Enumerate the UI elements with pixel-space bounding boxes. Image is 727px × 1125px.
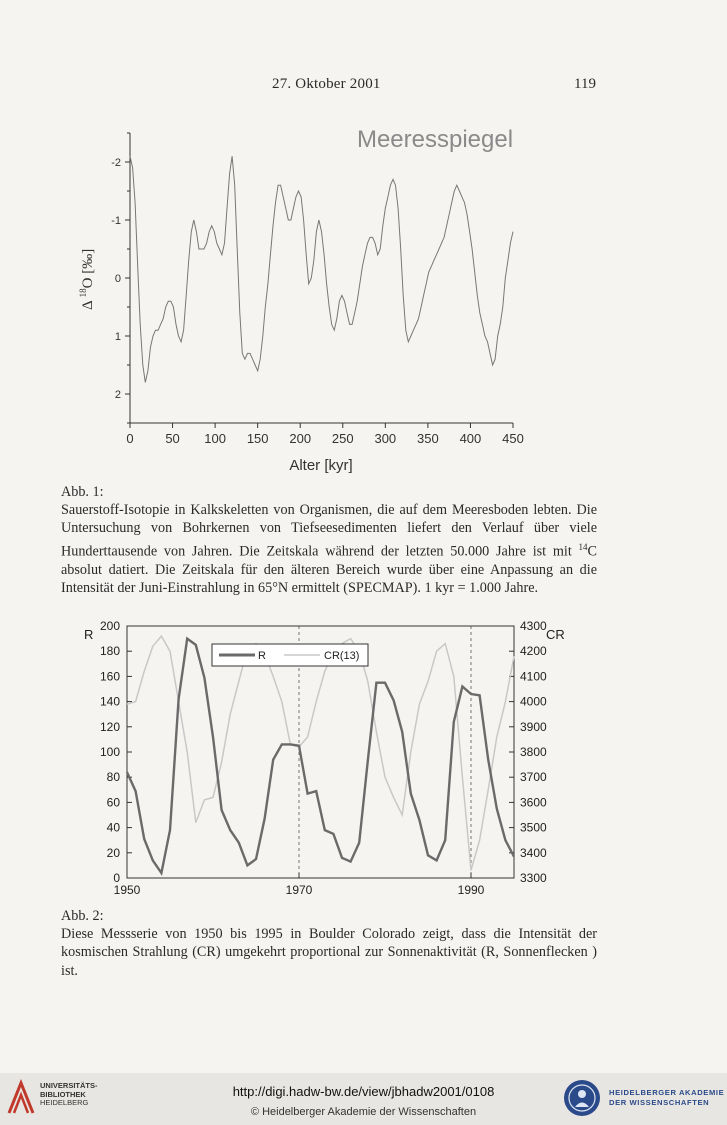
chart2-right-axis-title: CR xyxy=(546,627,565,642)
chart2-right-tick-label: 3300 xyxy=(520,871,547,885)
chart2-left-axis-title: R xyxy=(84,627,94,642)
chart1-y-tick-label: 0 xyxy=(114,273,121,285)
chart1-x-axis-label: Alter [kyr] xyxy=(289,457,353,474)
chart1-x-tick-label: 200 xyxy=(289,431,312,446)
y-label-superscript: 18 xyxy=(78,288,88,298)
library-line-2: BIBLIOTHEK xyxy=(40,1089,86,1099)
chart1-x-tick-label: 450 xyxy=(502,431,524,446)
chart1-y-axis-label xyxy=(72,230,102,340)
chart2-series-cr-line xyxy=(127,636,514,870)
chart2-right-tick-label: 3400 xyxy=(520,845,547,860)
chart2-series-r-line xyxy=(127,639,514,873)
chart1-y-tick-label: 2 xyxy=(114,389,121,401)
chart2-right-tick-label: 4100 xyxy=(520,669,547,684)
chart1-y-tick-label: 1 xyxy=(114,331,121,343)
running-header-date: 27. Oktober 2001 xyxy=(272,76,381,92)
chart2-left-tick-label: 200 xyxy=(99,619,120,633)
chart1-y-tick-label: -1 xyxy=(111,215,121,227)
chart2-x-tick-label: 1970 xyxy=(285,883,313,897)
copyright-notice: © Heidelberger Akademie der Wissenschaften xyxy=(250,1106,477,1118)
chart1-x-tick-label: 150 xyxy=(246,431,269,446)
chart1-x-tick-label: 300 xyxy=(374,431,397,446)
chart2-legend xyxy=(212,644,368,666)
legend-cr-label: CR(13) xyxy=(324,650,360,662)
svg-text:Δ18O [‰] xyxy=(78,249,96,310)
chart2-x-tick-label: 1990 xyxy=(457,883,485,897)
figure1-caption xyxy=(61,483,597,597)
library-line-1: UNIVERSITÄTS- xyxy=(40,1081,98,1090)
chart2-left-tick-label: 100 xyxy=(99,745,120,759)
chart1-series-line xyxy=(130,156,513,382)
chart2-right-tick-label: 4300 xyxy=(520,619,547,633)
figure1-caption-text-a: Sauerstoff-Isotopie in Kalkskeletten von Organismen, die auf dem Meeresboden lebten. Die Untersuchung von Bohrkernen von Tiefseesedimenten liefert den Verlauf über viele Hunderttausende von Jahren. Die Zeitskala während der letzten 50.000 Jahre ist mit xyxy=(61,502,597,560)
figure1-caption-text-b: C absolut datiert. Die Zeitskala für den älteren Bereich wurde über eine Anpassung an die Intensität der Juni-Einstrahlung in 65°N ermittelt (SPECMAP). 1 kyr = 1.000 Jahre. xyxy=(61,543,597,596)
library-line-3: HEIDELBERG xyxy=(40,1098,89,1107)
chart1-series xyxy=(130,156,513,382)
chart2-right-tick-label: 3500 xyxy=(520,820,547,835)
chart2-series xyxy=(127,636,514,873)
chart2-right-tick-label: 4000 xyxy=(520,694,547,709)
sunspot-cosmic-ray-chart xyxy=(72,614,582,904)
legend-r-label: R xyxy=(258,650,266,662)
figure2-caption-text: Diese Messserie von 1950 bis 1995 in Boulder Colorado zeigt, dass die Intensität der kosmischen Strahlung (CR) umgekehrt proportional zur Sonnenaktivität (R, Sonnenflecken ) ist. xyxy=(61,926,597,979)
chart2-right-tick-label: 3700 xyxy=(520,770,547,785)
chart2-left-tick-label: 120 xyxy=(99,719,120,734)
chart2-left-tick-label: 60 xyxy=(106,795,120,810)
chart1-y-tick-label: -2 xyxy=(111,157,121,169)
chart2-right-tick-label: 3900 xyxy=(520,719,547,734)
chart1-x-tick-label: 50 xyxy=(165,431,180,446)
chart2-left-tick-label: 140 xyxy=(99,694,120,709)
chart1-x-tick-label: 400 xyxy=(459,431,482,446)
chart2-right-tick-label: 3800 xyxy=(520,745,547,759)
chart1-x-tick-label: 0 xyxy=(126,431,134,446)
chart1-axes xyxy=(111,133,524,446)
digitization-url-link[interactable]: http://digi.hadw-bw.de/view/jbhadw2001/0108 xyxy=(232,1084,495,1099)
figure2-caption xyxy=(61,907,597,980)
chart1-x-tick-label: 250 xyxy=(331,431,354,446)
chart2-left-tick-label: 180 xyxy=(99,644,120,659)
chart1-x-tick-label: 350 xyxy=(417,431,439,446)
chart2-left-tick-label: 80 xyxy=(106,770,120,785)
sea-level-chart xyxy=(60,118,540,480)
figure2-label: Abb. 2: xyxy=(61,908,104,924)
figure1-caption-superscript: 14 xyxy=(578,541,588,552)
academy-name xyxy=(609,1088,724,1108)
chart2-left-tick-label: 20 xyxy=(106,845,120,860)
y-label-main: O [‰] xyxy=(80,248,96,289)
chart2-left-tick-label: 160 xyxy=(99,669,120,684)
academy-line-1: HEIDELBERGER AKADEMIE xyxy=(609,1088,725,1097)
figure1-label: Abb. 1: xyxy=(61,484,104,500)
chart2-x-tick-label: 1950 xyxy=(113,883,141,897)
chart2-right-tick-label: 4200 xyxy=(520,644,547,659)
chart2-left-tick-label: 0 xyxy=(113,871,120,885)
academy-line-2: DER WISSENSCHAFTEN xyxy=(609,1098,710,1107)
academy-seal-icon xyxy=(562,1078,602,1118)
chart1-x-tick-label: 100 xyxy=(204,431,226,446)
chart2-right-tick-label: 3600 xyxy=(520,795,547,810)
chart1-title: Meeresspiegel xyxy=(356,126,514,153)
y-label-delta: Δ xyxy=(80,300,96,310)
page-number: 119 xyxy=(574,76,596,92)
chart2-left-tick-label: 40 xyxy=(106,820,120,835)
